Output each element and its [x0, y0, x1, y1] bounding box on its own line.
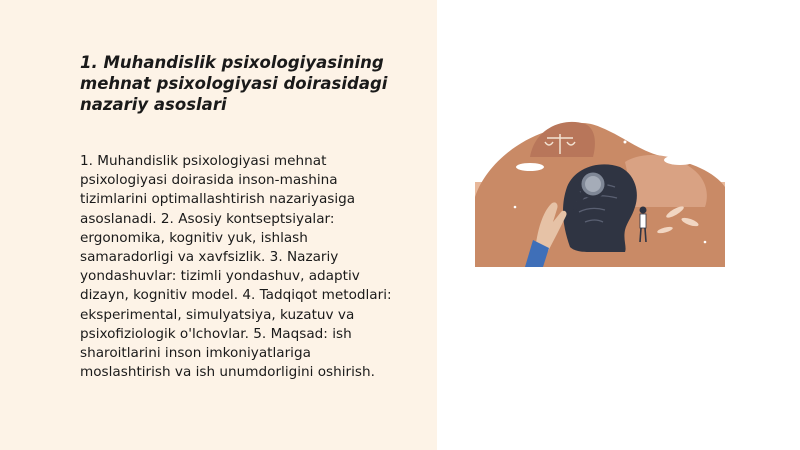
illustration-brain-mound [530, 122, 595, 157]
psychology-magnifier-head-illustration [475, 112, 725, 267]
slide-body-text: 1. Muhandislik psixologiyasi mehnat psixologiyasi doirasida inson-mashina tizimlarini optimallashtirish nazariyasiga asoslanadi. 2. Asosiy kontseptsiyalar: ergonomika, kognitiv yuk, ishlash samaradorligi va xavfsizlik. 3. Nazariy yondashuvlar: tizimli yondashuv, adaptiv dizayn, kognitiv model. 4. Tadqiqot metodlari: eksperimental, simulyatsiya, kuzatuv va psixofiziologik o'lchovlar. 5. Maqsad: ish sharoitlarini inson imkoniyatlariga moslashtirish va ish unumdorligini oshirish. [80, 153, 392, 381]
magnifier-lens [585, 176, 601, 192]
cloud-icon [516, 163, 544, 171]
cloud-icon [664, 155, 696, 165]
illustration-right-mound [625, 155, 707, 207]
slide-title: 1. Muhandislik psixologiyasining mehnat psixologiyasi doirasidagi nazariy asoslari [80, 53, 388, 114]
